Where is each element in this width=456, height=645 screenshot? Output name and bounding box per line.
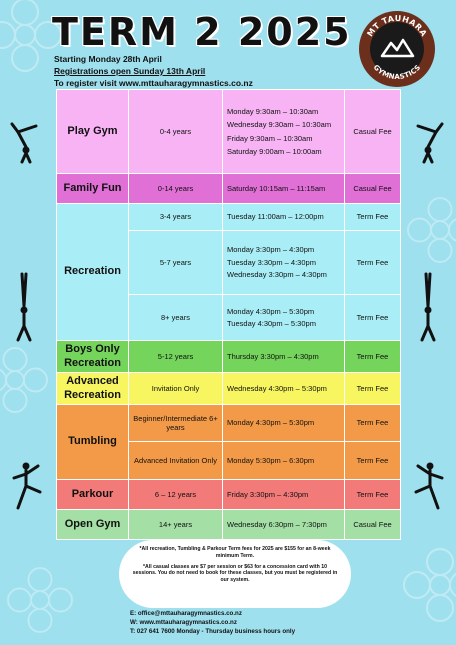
session-time: Friday 9:30am – 10:30am <box>227 133 313 143</box>
register-link[interactable]: To register visit www.mttauharagymnastics.co.nz <box>54 78 253 88</box>
program-name: Advanced Recreation <box>57 373 129 405</box>
logo-text-bottom: GYMNASTICS <box>371 63 423 82</box>
contact-website[interactable]: W: www.mttauharagymnastics.co.nz <box>130 618 237 626</box>
age-group: 14+ years <box>129 510 223 540</box>
session-time: Friday 3:30pm – 4:30pm <box>227 489 309 499</box>
gymnast-silhouette-icon <box>8 120 44 164</box>
fee-type: Term Fee <box>345 373 401 405</box>
age-group: 5-7 years <box>129 231 223 295</box>
page-title: TERM 2 2025 <box>52 10 352 54</box>
program-name: Open Gym <box>57 510 129 540</box>
table-row <box>57 204 401 231</box>
table-row <box>57 90 401 174</box>
age-group: Beginner/Intermediate 6+ years <box>129 405 223 442</box>
session-times <box>223 341 345 373</box>
age-group: Invitation Only <box>129 373 223 405</box>
session-times <box>223 295 345 341</box>
fee-type: Term Fee <box>345 231 401 295</box>
fee-type: Casual Fee <box>345 510 401 540</box>
logo-text-top: MT TAUHARA <box>365 13 429 39</box>
flower-decoration <box>0 560 80 640</box>
table-row <box>57 373 401 405</box>
session-time: Tuesday 3:30pm – 4:30pm <box>227 257 316 267</box>
table-row <box>57 480 401 510</box>
session-time: Thursday 3:30pm – 4:30pm <box>227 351 319 361</box>
table-row <box>57 341 401 373</box>
table-row <box>57 174 401 204</box>
session-time: Saturday 10:15am – 11:15am <box>227 183 326 193</box>
session-time: Tuesday 11:00am – 12:00pm <box>227 212 324 222</box>
fee-type: Term Fee <box>345 480 401 510</box>
age-group: Advanced Invitation Only <box>129 442 223 480</box>
session-times <box>223 174 345 204</box>
session-time: Monday 3:30pm – 4:30pm <box>227 245 315 255</box>
fee-type: Term Fee <box>345 442 401 480</box>
flower-decoration <box>0 340 55 420</box>
program-name: Recreation <box>57 204 129 341</box>
session-time: Wednesday 6:30pm – 7:30pm <box>227 519 327 529</box>
session-time: Saturday 9:00am – 10:00am <box>227 146 322 156</box>
session-time: Wednesday 4:30pm – 5:30pm <box>227 383 327 393</box>
fee-notes <box>119 540 351 608</box>
gymnast-silhouette-icon <box>414 272 442 342</box>
session-time: Monday 4:30pm – 5:30pm <box>227 418 315 428</box>
fee-type: Casual Fee <box>345 90 401 174</box>
session-time: Monday 9:30am – 10:30am <box>227 106 319 116</box>
session-time: Tuesday 4:30pm – 5:30pm <box>227 319 316 328</box>
session-times <box>223 442 345 480</box>
session-times <box>223 373 345 405</box>
flower-decoration <box>400 190 456 270</box>
fee-type: Term Fee <box>345 295 401 341</box>
session-time: Wednesday 3:30pm – 4:30pm <box>227 270 327 280</box>
program-name: Parkour <box>57 480 129 510</box>
casual-fee-note: *All casual classes are $7 per session or $63 for a concession card with 10 sessions. You do not need to book for these classes, but you must be registered in our system. <box>132 563 338 583</box>
gymnast-silhouette-icon <box>412 458 448 510</box>
program-name: Family Fun <box>57 174 129 204</box>
session-time: Wednesday 9:30am – 10:30am <box>227 120 332 130</box>
contact-phone: T: 027 641 7600 Monday - Thursday business hours only <box>130 627 296 635</box>
session-time: Monday 4:30pm – 5:30pm <box>227 306 315 316</box>
gymnast-silhouette-icon <box>10 272 38 342</box>
table-row <box>57 510 401 540</box>
program-name: Play Gym <box>57 90 129 174</box>
session-times <box>223 510 345 540</box>
fee-type: Term Fee <box>345 405 401 442</box>
fee-type: Term Fee <box>345 204 401 231</box>
fee-type: Term Fee <box>345 341 401 373</box>
gymnast-silhouette-icon <box>410 120 446 164</box>
age-group: 8+ years <box>129 295 223 341</box>
age-group: 3-4 years <box>129 204 223 231</box>
session-time: Monday 5:30pm – 6:30pm <box>227 455 315 465</box>
program-name: Boys Only Recreation <box>57 341 129 373</box>
age-group: 0-14 years <box>129 174 223 204</box>
age-group: 5-12 years <box>129 341 223 373</box>
club-logo <box>358 10 436 88</box>
age-group: 0-4 years <box>129 90 223 174</box>
session-times <box>223 90 345 174</box>
start-date: Starting Monday 28th April <box>54 54 162 64</box>
registration-date: Registrations open Sunday 13th April <box>54 66 206 76</box>
flower-decoration <box>395 540 456 630</box>
fee-type: Casual Fee <box>345 174 401 204</box>
session-times <box>223 231 345 295</box>
age-group: 6 – 12 years <box>129 480 223 510</box>
session-times <box>223 204 345 231</box>
session-times <box>223 480 345 510</box>
session-times <box>223 405 345 442</box>
contact-info <box>130 610 295 637</box>
gymnast-silhouette-icon <box>8 458 44 510</box>
schedule-table <box>56 89 401 540</box>
contact-email[interactable]: E: office@mttauharagymnastics.co.nz <box>130 610 242 617</box>
program-name: Tumbling <box>57 405 129 480</box>
table-row <box>57 405 401 442</box>
term-fee-note: *All recreation, Tumbling & Parkour Term fees for 2025 are $155 for an 8-week minimum Term. <box>139 546 331 559</box>
